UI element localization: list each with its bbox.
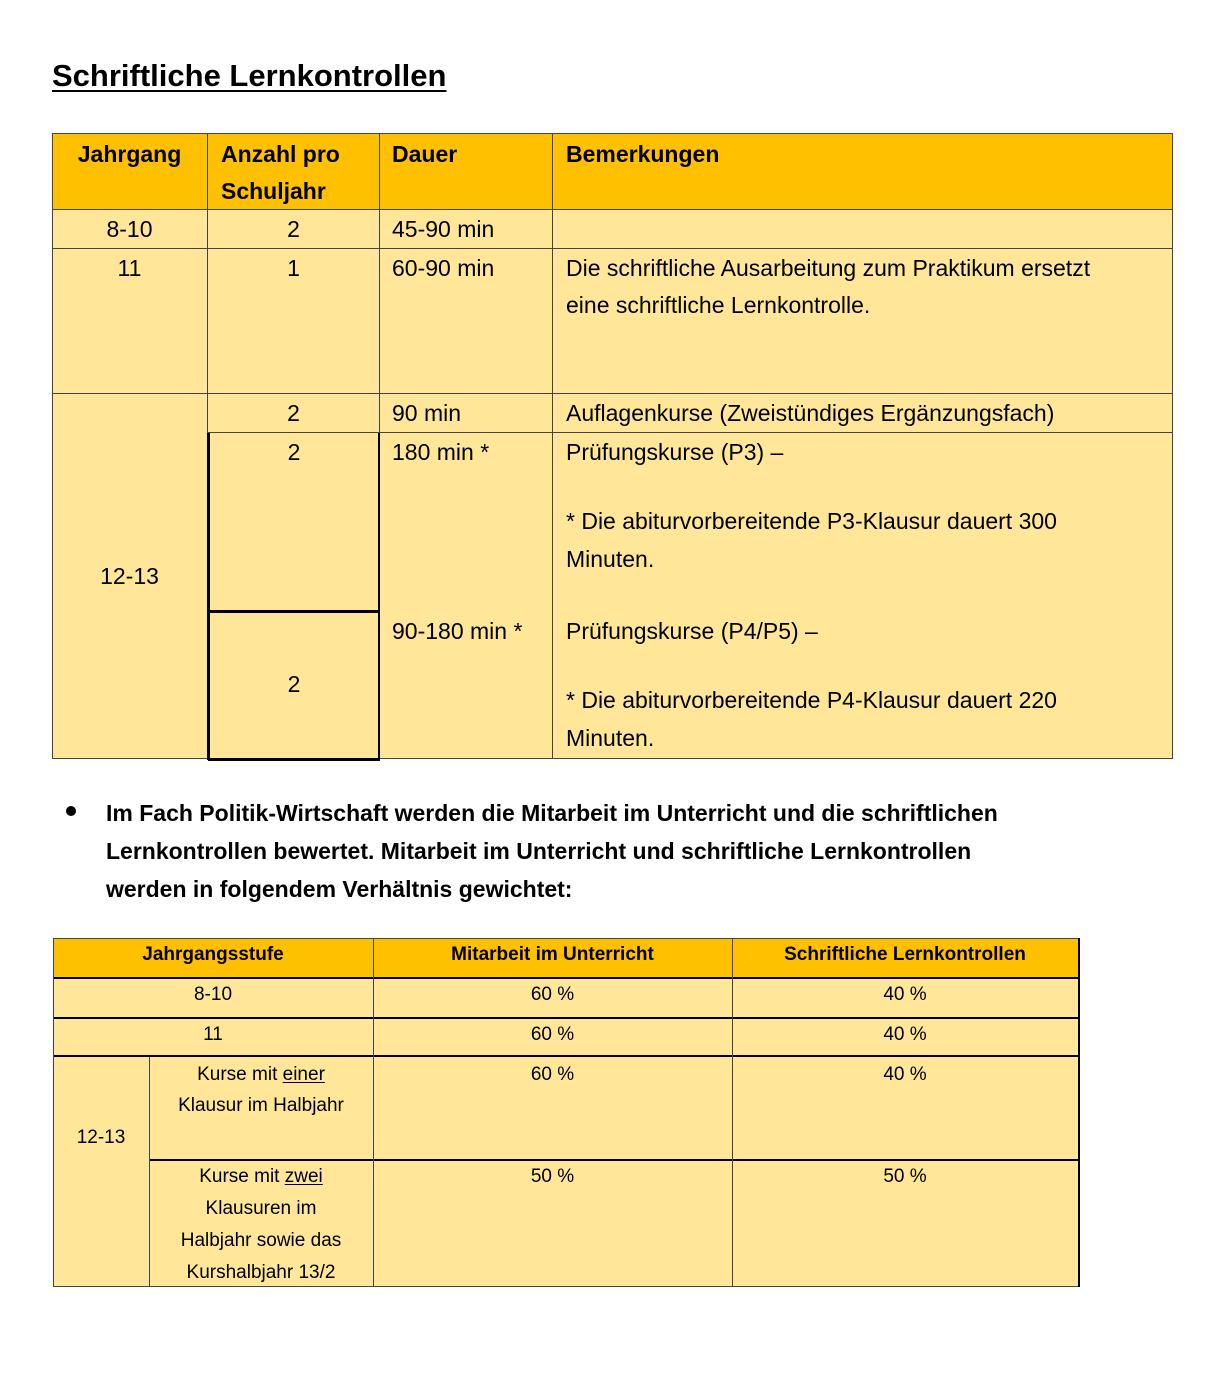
table1-r2-bemerkung-line1: Die schriftliche Ausarbeitung zum Praktikum ersetzt	[566, 255, 1091, 281]
bullet-icon	[66, 806, 76, 816]
table2-header-schriftlich: Schriftliche Lernkontrollen	[784, 944, 1026, 965]
table1-r3b-dauer: 180 min *	[392, 439, 490, 465]
table1-r2-anzahl: 1	[287, 255, 300, 281]
table2-header-mitarbeit: Mitarbeit im Unterricht	[451, 944, 654, 965]
table1-r3a-bemerkung: Auflagenkurse (Zweistündiges Ergänzungsfach)	[566, 400, 1055, 426]
table1-r3c-anzahl: 2	[287, 671, 301, 697]
table2-r3b-mitarbeit: 50 %	[530, 1166, 575, 1187]
table2-header-stufe: Jahrgangsstufe	[142, 944, 284, 965]
table2-r3a-schriftlich: 40 %	[883, 1064, 927, 1085]
table1-header-anzahl-line1: Anzahl pro	[221, 141, 340, 167]
table1-r3a-anzahl: 2	[287, 400, 300, 426]
table2-r3a-label-line1: Kurse mit einer	[197, 1064, 325, 1085]
table1-r3b-bemerkung-line1: Prüfungskurse (P3) –	[566, 439, 784, 465]
table1-header-dauer: Dauer	[392, 141, 458, 167]
table2-r1-mitarbeit: 60 %	[530, 984, 575, 1005]
table2-r1-stufe: 8-10	[193, 984, 233, 1005]
table1-r3c-bemerkung-line1: Prüfungskurse (P4/P5) –	[566, 618, 818, 644]
table1-r2-jahrgang: 11	[117, 255, 142, 281]
table2-r3b-schriftlich: 50 %	[883, 1166, 927, 1187]
table2-r3b-label-line2: Klausuren im	[205, 1198, 317, 1219]
table1-r3b-bemerkung-line2: * Die abiturvorbereitende P3-Klausur dauert 300	[566, 508, 1057, 534]
table2-r2-mitarbeit: 60 %	[530, 1024, 575, 1045]
table2-r3a-label-line2: Klausur im Halbjahr	[178, 1095, 344, 1116]
table1-header-bemerkungen: Bemerkungen	[566, 141, 720, 167]
weighting-paragraph	[106, 794, 998, 908]
table2-r3a-mitarbeit: 60 %	[530, 1064, 575, 1085]
table1-r2-dauer: 60-90 min	[392, 255, 495, 281]
table1-r3c-bemerkung-line2: * Die abiturvorbereitende P4-Klausur dauert 220	[566, 687, 1057, 713]
table1-r3a-dauer: 90 min	[392, 400, 462, 426]
table1-r3-jahrgang: 12-13	[100, 563, 159, 589]
table1-r1-anzahl: 2	[287, 216, 300, 242]
table2-r2-schriftlich: 40 %	[883, 1024, 927, 1045]
table1-header-anzahl-line2: Schuljahr	[221, 178, 326, 204]
table1-r1-dauer: 45-90 min	[392, 216, 495, 242]
table2-r3-stufe: 12-13	[76, 1127, 126, 1148]
table1-r3b-bemerkung-line3: Minuten.	[566, 546, 655, 572]
page-title: Schriftliche Lernkontrollen	[52, 58, 447, 93]
table1-r3b-anzahl: 2	[287, 439, 301, 465]
table1-r3c-dauer: 90-180 min *	[392, 618, 523, 644]
table2-r3b-label-line4: Kurshalbjahr 13/2	[186, 1262, 336, 1283]
paragraph-line3: werden in folgendem Verhältnis gewichtet:	[106, 876, 573, 902]
paragraph-line1: Im Fach Politik-Wirtschaft werden die Mitarbeit im Unterricht und die schriftlichen	[106, 800, 998, 826]
table1-r2-bemerkung-line2: eine schriftliche Lernkontrolle.	[566, 292, 871, 318]
table1-header-jahrgang: Jahrgang	[77, 141, 182, 167]
table2-r2-stufe: 11	[203, 1024, 223, 1045]
table1-r3c-bemerkung-line3: Minuten.	[566, 725, 655, 751]
table2-r3b-label-line3: Halbjahr sowie das	[180, 1230, 342, 1251]
table1-r1-jahrgang: 8-10	[106, 216, 153, 242]
table2-r1-schriftlich: 40 %	[883, 984, 927, 1005]
paragraph-line2: Lernkontrollen bewertet. Mitarbeit im Unterricht und schriftliche Lernkontrollen	[106, 838, 972, 864]
table2-r3b-label-line1: Kurse mit zwei	[199, 1166, 323, 1187]
